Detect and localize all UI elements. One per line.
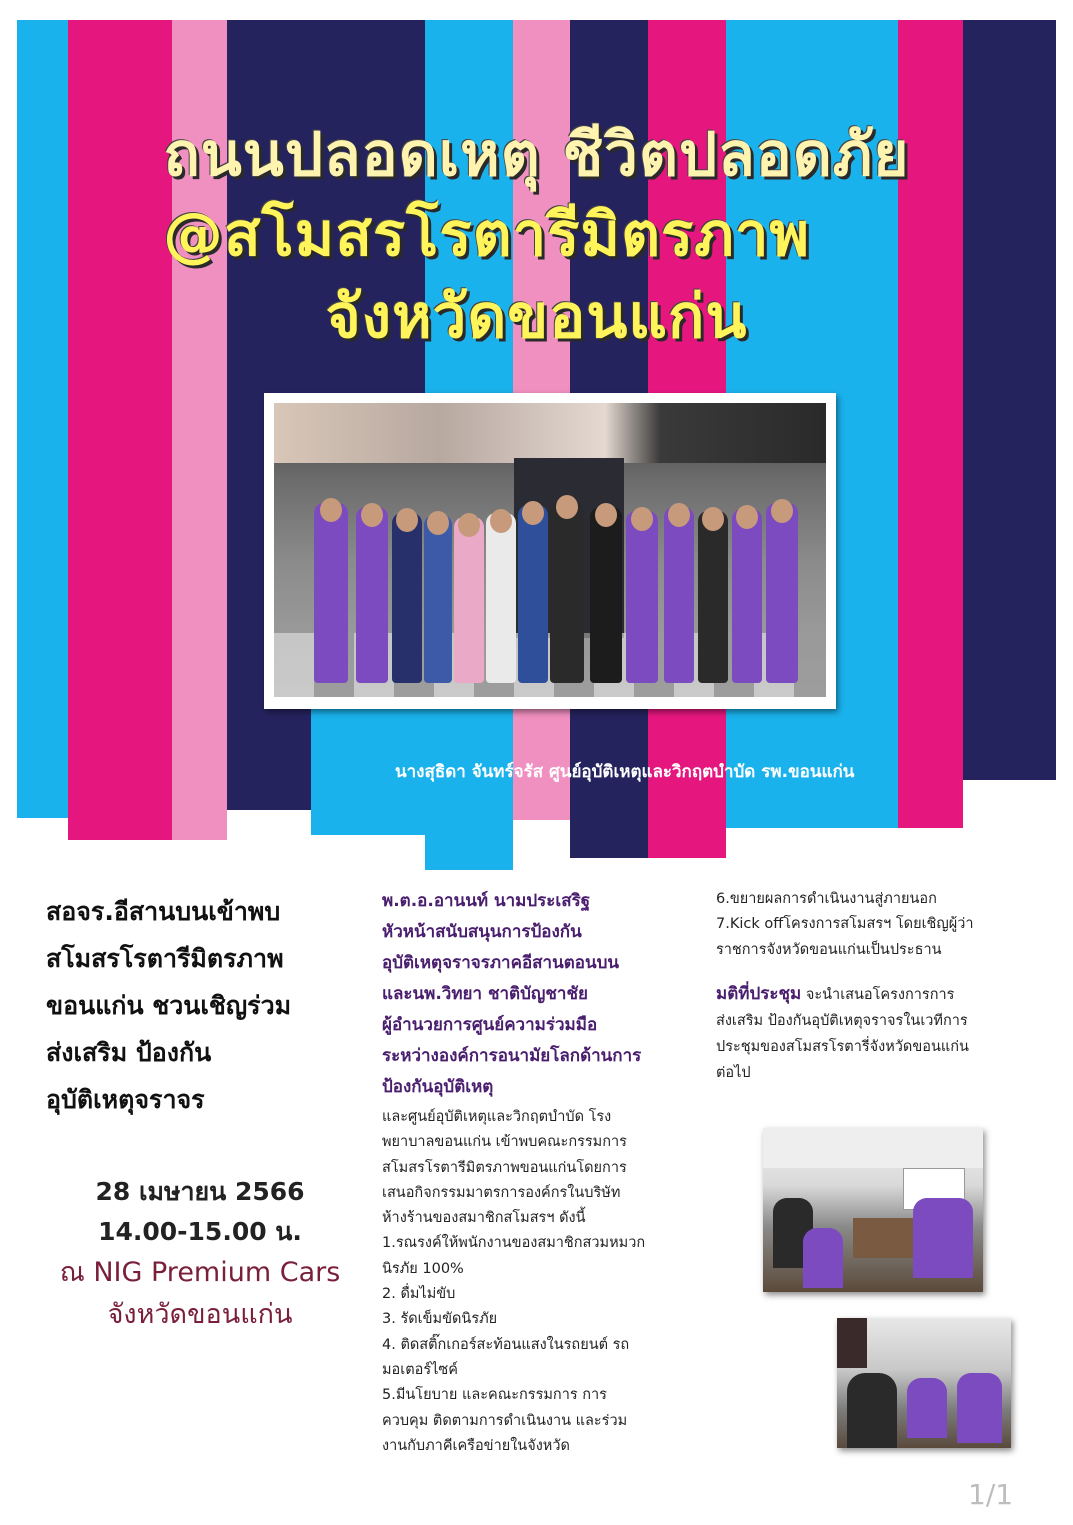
body-line: 1.รณรงค์ให้พนักงานของสมาชิกสวมหมวก xyxy=(382,1235,646,1252)
body-line: 3. รัดเข็มขัดนิรภัย xyxy=(382,1311,498,1328)
meeting-photo-2 xyxy=(837,1318,1011,1448)
body-line: นิรภัย 100% xyxy=(382,1260,464,1277)
event-info xyxy=(40,1172,360,1336)
body-line: มอเตอร์ไซค์ xyxy=(382,1361,458,1378)
event-venue: ณ NIG Premium Cars xyxy=(59,1257,341,1288)
resolution-line: ต่อไป xyxy=(716,1064,751,1081)
body-line: 4. ติดสติ๊กเกอร์สะท้อนแสงในรถยนต์ รถ xyxy=(382,1336,630,1353)
right-item: ราชการจังหวัดขอนแก่นเป็นประธาน xyxy=(716,941,942,958)
mid-bold-line: พ.ต.อ.อานนท์ นามประเสริฐ xyxy=(382,891,591,911)
heading-line: สโมสรโรตารีมิตรภาพ xyxy=(46,944,284,973)
heading-line: ส่งเสริม ป้องกัน xyxy=(46,1038,212,1067)
body-line: 5.มีนโยบาย และคณะกรรมการ การ xyxy=(382,1387,607,1404)
right-item: 7.Kick offโครงการสโมสรฯ โดยเชิญผู้ว่า xyxy=(716,916,974,933)
body-line: งานกับภาคีเครือข่ายในจังหวัด xyxy=(382,1437,570,1454)
right-item: 6.ขยายผลการดำเนินงานสู่ภายนอก xyxy=(716,891,937,907)
body-line: 2. ดื่มไม่ขับ xyxy=(382,1286,456,1303)
mid-bold-line: หัวหน้าสนับสนุนการป้องกัน xyxy=(382,922,582,942)
body-line: ห้างร้านของสมาชิกสโมสรฯ ดังนี้ xyxy=(382,1210,586,1227)
body-line: พยาบาลขอนแก่น เข้าพบคณะกรรมการ xyxy=(382,1134,627,1151)
right-column xyxy=(716,887,1061,1086)
mid-bold-line: และนพ.วิทยา ชาติบัญชาชัย xyxy=(382,984,588,1004)
left-heading xyxy=(46,888,356,1123)
heading-line: อุบัติเหตุจราจร xyxy=(46,1085,205,1114)
mid-bold-line: ผู้อำนวยการศูนย์ความร่วมมือ xyxy=(382,1015,598,1035)
resolution-line: จะนำเสนอโครงการการ xyxy=(801,986,955,1003)
group-photo xyxy=(264,393,836,709)
title-line-2: @สโมสรโรตารีมิตรภาพ xyxy=(162,200,811,270)
resolution-line: ประชุมของสโมสรโรตารี่จังหวัดขอนแก่น xyxy=(716,1038,969,1055)
body-line: เสนอกิจกรรมมาตรการองค์กรในบริษัท xyxy=(382,1184,621,1201)
mid-bold-line: อุบัติเหตุจราจรภาคอีสานตอนบน xyxy=(382,953,619,973)
heading-line: ขอนแก่น ชวนเชิญร่วม xyxy=(46,991,292,1020)
meeting-photo-1 xyxy=(763,1128,983,1292)
photo-caption: นางสุธิดา จันทร์จรัส ศูนย์อุบัติเหตุและวิกฤตบำบัด รพ.ขอนแก่น xyxy=(395,762,855,782)
body-line: ควบคุม ติดตามการดำเนินงาน และร่วม xyxy=(382,1412,628,1429)
group-photo-image xyxy=(274,403,826,697)
mid-bold-line: ป้องกันอุบัติเหตุ xyxy=(382,1077,494,1097)
middle-column xyxy=(382,886,702,1459)
event-province: จังหวัดขอนแก่น xyxy=(107,1299,293,1330)
resolution-label: มติที่ประชุม xyxy=(716,983,802,1004)
resolution-line: ส่งเสริม ป้องกันอุบัติเหตุจราจรในเวทีการ xyxy=(716,1012,968,1029)
title-line-3: จังหวัดขอนแก่น xyxy=(325,282,748,352)
event-date: 28 เมษายน 2566 xyxy=(95,1177,305,1206)
body-line: สโมสรโรตารีมิตรภาพขอนแก่นโดยการ xyxy=(382,1159,627,1176)
mid-body xyxy=(382,1105,702,1459)
mid-bold-line: ระหว่างองค์การอนามัยโลกด้านการ xyxy=(382,1046,642,1066)
resolution xyxy=(716,981,1061,1086)
right-items xyxy=(716,887,1061,963)
title-line-1: ถนนปลอดเหตุ ชีวิตปลอดภัย xyxy=(163,120,910,190)
page-number: 1/1 xyxy=(968,1478,1014,1511)
body-line: และศูนย์อุบัติเหตุและวิกฤตบำบัด โรง xyxy=(382,1109,612,1125)
heading-line: สอจร.อีสานบนเข้าพบ xyxy=(46,897,281,926)
event-time: 14.00-15.00 น. xyxy=(98,1217,302,1246)
